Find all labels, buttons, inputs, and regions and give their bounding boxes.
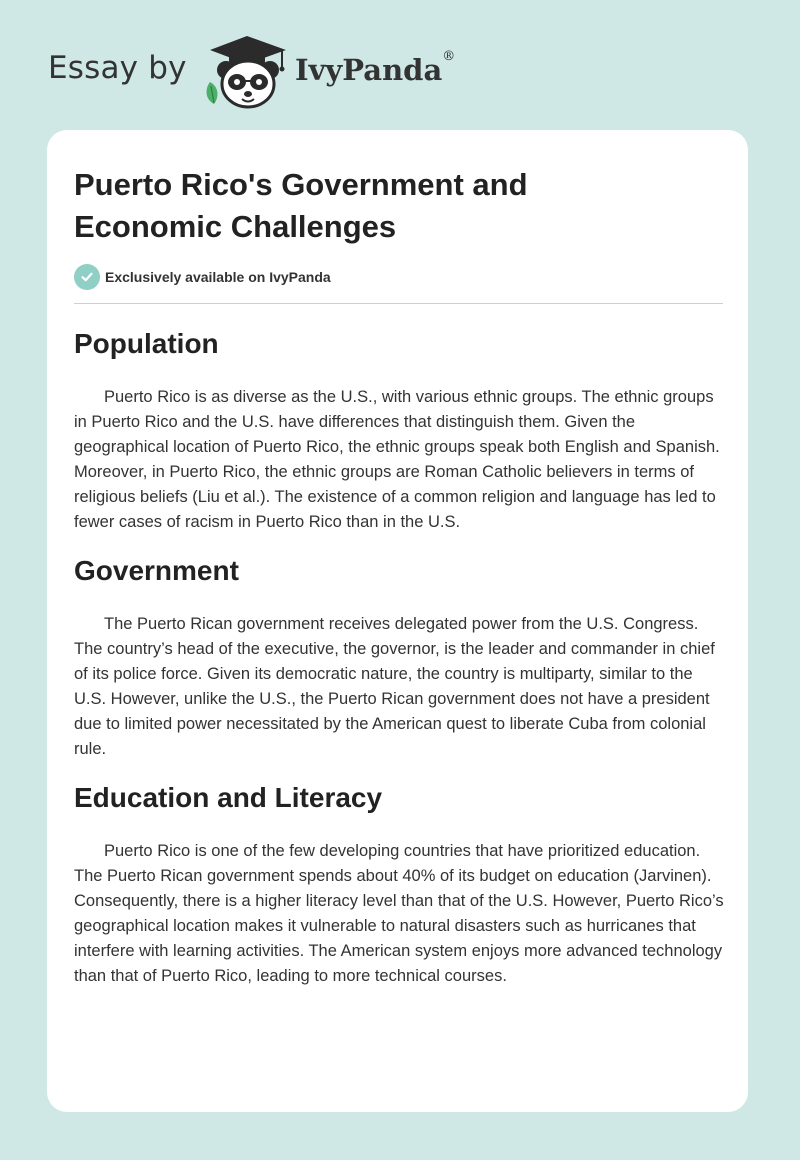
section-body-population: Puerto Rico is as diverse as the U.S., with various ethnic groups. The ethnic groups in Puerto Rico and the U.S. have differences that distinguish them. Given the geographical location of Puerto Rico, the ethnic groups speak both English and Spanish. Moreover, in Puerto Rico, the ethnic groups are Roman Catholic believers in terms of religious beliefs (Liu et al.). The existence of a common religion and language has led to fewer cases of racism in Puerto Rico than in the U.S. <box>74 388 720 532</box>
exclusive-label: Exclusively available on IvyPanda <box>105 269 331 285</box>
section-body-education: Puerto Rico is one of the few developing countries that have prioritized education. The Puerto Rican government spends about 40% of its budget on education (Jarvinen). Consequently, there is a higher literacy level than that of the U.S. However, Puerto Rico’s geographical location makes it vulnerable to natural disasters such as hurricanes that interfere with learning activities. The American system enjoys more advanced technology than that of Puerto Rico, leading to more technical courses. <box>74 842 724 986</box>
registered-mark: ® <box>442 49 456 64</box>
panda-graduate-icon[interactable] <box>202 34 292 110</box>
section-heading-government: Government <box>74 555 239 586</box>
page-title: Puerto Rico's Government and Economic Challenges <box>74 167 528 244</box>
section-heading-population: Population <box>74 328 219 359</box>
section-body-government: The Puerto Rican government receives delegated power from the U.S. Congress. The country’s head of the executive, the governor, is the leader and commander in chief of its police force. Given its democratic nature, the country is multiparty, similar to the U.S. However, unlike the U.S., the Puerto Rican government does not have a president due to limited power necessitated by the American quest to liberate Cuba from colonial rule. <box>74 615 715 759</box>
divider <box>74 303 723 304</box>
exclusive-badge <box>74 264 331 290</box>
essay-card <box>47 130 748 1112</box>
brand-name[interactable]: IvyPanda® <box>295 49 456 87</box>
brand-prefix: Essay by <box>48 50 187 86</box>
check-circle-icon <box>74 264 100 290</box>
site-header <box>0 0 800 130</box>
section-heading-education: Education and Literacy <box>74 782 383 813</box>
